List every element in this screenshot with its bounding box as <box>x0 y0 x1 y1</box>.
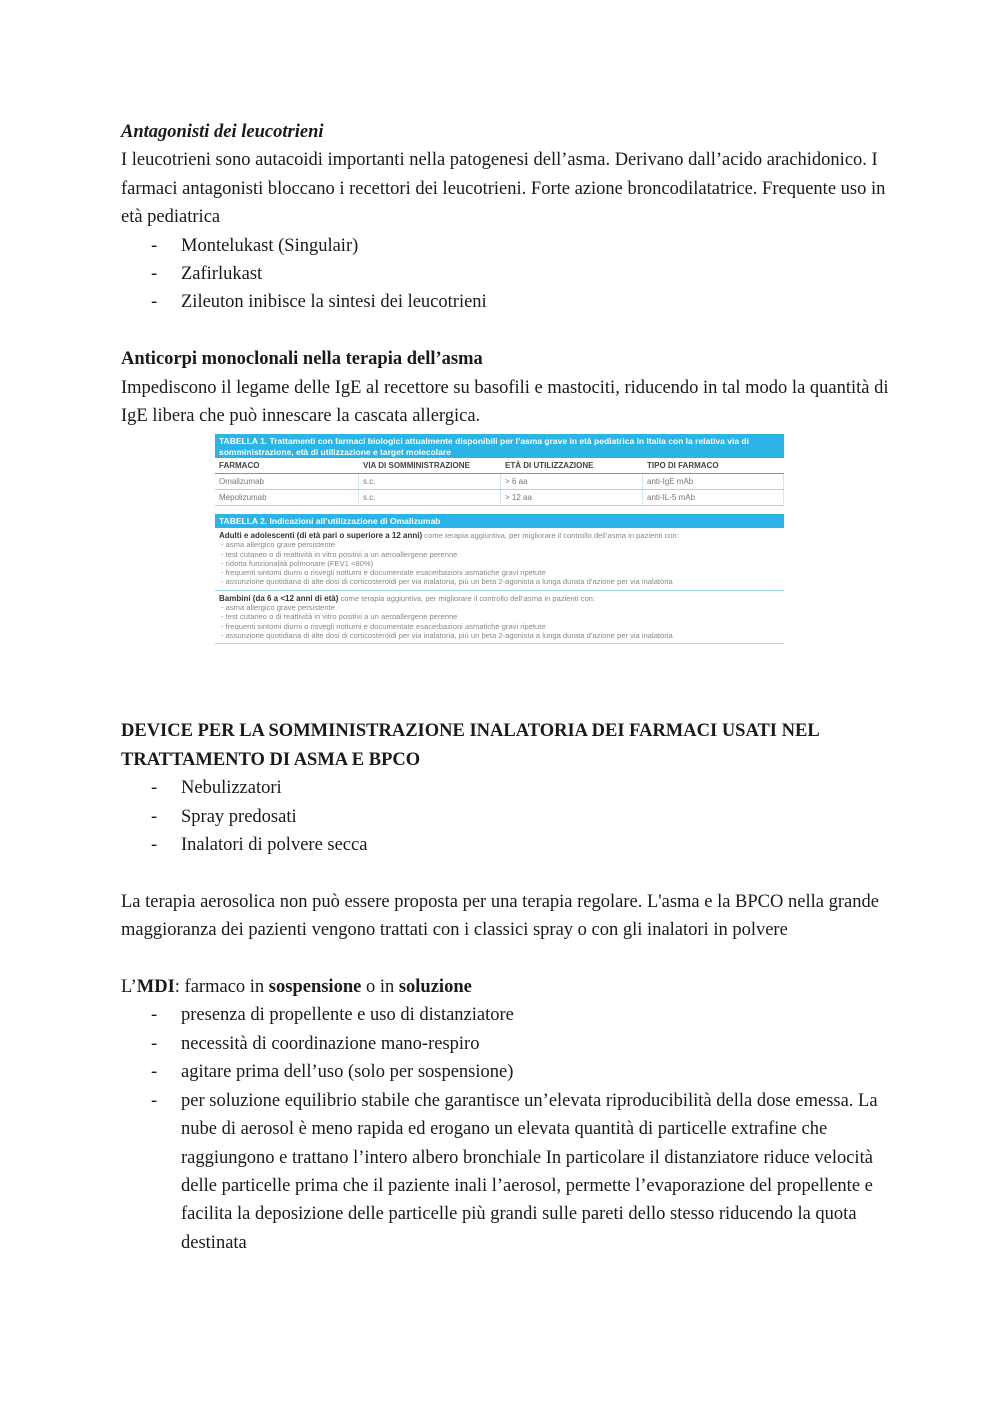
mdi-prefix: L’ <box>121 977 137 998</box>
heading-mdi <box>121 973 891 1001</box>
table1-col-header: FARMACO <box>219 461 260 470</box>
table-row <box>215 474 784 490</box>
list-item-text: Zileuton inibisce la sintesi dei leucotrieni <box>181 292 487 313</box>
table-cell: anti-IL-5 mAb <box>643 490 784 505</box>
list-item-text: Spray predosati <box>181 806 297 827</box>
table2-item: - ridotta funzionalità polmonare (FEV1 <80%) <box>221 558 374 568</box>
table1-title: TABELLA 1. Trattamenti con farmaci biologici attualmente disponibili per l’asma grave in età pediatrica in Italia con la relativa via di somministrazione, età di utilizzazione e target molecolare <box>215 434 784 458</box>
list-item-text: agitare prima dell’uso (solo per sospensione) <box>181 1062 514 1083</box>
heading-anticorpi: Anticorpi monoclonali nella terapia dell’asma <box>121 349 483 370</box>
list-item-text: Nebulizzatori <box>181 778 282 799</box>
dash-mark: - <box>151 264 158 285</box>
list-item-text: Inalatori di polvere secca <box>181 835 368 856</box>
table-cell: Mepolizumab <box>215 490 359 505</box>
table1-col-header: VIA DI SOMMINISTRAZIONE <box>363 461 470 470</box>
list-item <box>121 1058 891 1086</box>
dash-mark: - <box>151 235 158 256</box>
dash-mark: - <box>151 1033 158 1054</box>
table-cell: anti-IgE mAb <box>643 474 784 489</box>
paragraph-aerosol: La terapia aerosolica non può essere proposta per una terapia regolare. L'asma e la BPCO nella grande maggioranza dei pazienti vengono trattati con i classici spray o con gli inalatori in polvere <box>121 891 879 941</box>
tables-figure <box>215 434 784 690</box>
table-cell: > 6 aa <box>501 474 643 489</box>
list-item-text: Zafirlukast <box>181 264 263 285</box>
table1-col-header: TIPO DI FARMACO <box>647 461 719 470</box>
heading-leucotrieni: Antagonisti dei leucotrieni <box>121 122 324 142</box>
list-item <box>121 1087 891 1257</box>
mdi-term: MDI <box>136 977 175 998</box>
paragraph-leucotrieni: I leucotrieni sono autacoidi importanti nella patogenesi dell’asma. Derivano dall’acido arachidonico. I farmaci antagonisti bloccano i recettori dei leucotrieni. Forte azione broncodilatatrice. Frequente uso in età pediatrica <box>121 150 886 228</box>
list-leucotrieni <box>121 232 891 317</box>
list-item <box>121 288 891 316</box>
dash-mark: - <box>151 1090 158 1111</box>
dash-mark: - <box>151 1005 158 1026</box>
table-cell: s.c. <box>359 474 501 489</box>
table2-lead: Adulti e adolescenti (di età pari o superiore a 12 anni) <box>219 531 423 540</box>
list-item <box>121 232 891 260</box>
dash-mark: - <box>151 835 158 856</box>
table2-item: - frequenti sintomi diurni o risvegli notturni e documentate esacerbazioni asmatiche gravi ripetute <box>221 621 546 631</box>
table2-lead: Bambini (da 6 a <12 anni di età) <box>219 593 339 603</box>
table2-lead-rest: come terapia aggiuntiva, per migliorare il controllo dell’asma in pazienti con: <box>338 593 596 603</box>
list-item <box>121 1030 891 1058</box>
list-item <box>121 831 891 859</box>
mdi-mid: : farmaco in <box>174 977 269 998</box>
table2-item: - test cutaneo o di reattività in vitro positivi a un aeroallergene perenne <box>221 549 458 559</box>
dash-mark: - <box>151 1062 158 1083</box>
table2-block-adults <box>215 528 784 591</box>
list-item <box>121 260 891 288</box>
dash-mark: - <box>151 778 158 799</box>
list-item-text: per soluzione equilibrio stabile che garantisce un’elevata riproducibilità della dose emessa. La nube di aerosol è meno rapida ed erogano un elevata quantità di particelle extrafine che raggiungono e trattano l’intero albero bronchiale In particolare il distanziatore riduce velocità delle particelle prima che il paziente inali l’aerosol, permette l’evaporazione del propellente e facilita la deposizione delle particelle più grandi sulle pareti dello stesso riducendo la quota destinata <box>181 1090 878 1253</box>
table-cell: s.c. <box>359 490 501 505</box>
list-item <box>121 774 891 802</box>
table2-item: - test cutaneo o di reattività in vitro positivi a un aeroallergene perenne <box>221 612 458 622</box>
table2-item: - assunzione quotidiana di alte dosi di corticosteroidi per via inalatoria, più un beta 2-agonista a lunga durata d’azione per via inalatoria <box>221 630 673 640</box>
mdi-or: o in <box>361 977 399 998</box>
dash-mark: - <box>151 292 158 313</box>
table-row <box>215 490 784 506</box>
mdi-soluzione: soluzione <box>398 977 472 998</box>
table2-lead-rest: come terapia aggiuntiva, per migliorare il controllo dell’asma in pazienti con: <box>422 531 679 540</box>
list-item <box>121 803 891 831</box>
table1-col-header: ETÀ DI UTILIZZAZIONE <box>505 461 594 470</box>
list-item <box>121 1001 891 1029</box>
table2-title: TABELLA 2. Indicazioni all’utilizzazione di Omalizumab <box>215 514 784 528</box>
list-mdi <box>121 1001 891 1257</box>
table-cell: > 12 aa <box>501 490 643 505</box>
table1-header-row <box>215 458 784 474</box>
table2-item: - assunzione quotidiana di alte dosi di corticosteroidi per via inalatoria, più un beta 2-agonista a lunga durata d’azione per via inalatoria <box>221 577 673 587</box>
list-item-text: necessità di coordinazione mano-respiro <box>181 1033 480 1054</box>
table2-item: - asma allergico grave persistente <box>221 540 335 550</box>
table-cell: Omalizumab <box>215 474 359 489</box>
dash-mark: - <box>151 806 158 827</box>
table2-item: - frequenti sintomi diurni o risvegli notturni e documentate esacerbazioni asmatiche gravi ripetute <box>221 568 546 578</box>
table2-item: - asma allergico grave persistente <box>221 603 335 613</box>
heading-device: DEVICE PER LA SOMMINISTRAZIONE INALATORIA DEI FARMACI USATI NEL TRATTAMENTO DI ASMA E BPCO <box>121 721 819 770</box>
list-device <box>121 774 891 859</box>
table2-block-children <box>215 591 784 644</box>
list-item-text: Montelukast (Singulair) <box>181 235 359 256</box>
paragraph-anticorpi: Impediscono il legame delle IgE al recettore su basofili e mastociti, riducendo in tal modo la quantità di IgE libera che può innescare la cascata allergica. <box>121 377 889 427</box>
list-item-text: presenza di propellente e uso di distanziatore <box>181 1005 514 1026</box>
mdi-sospensione: sospensione <box>268 977 362 998</box>
